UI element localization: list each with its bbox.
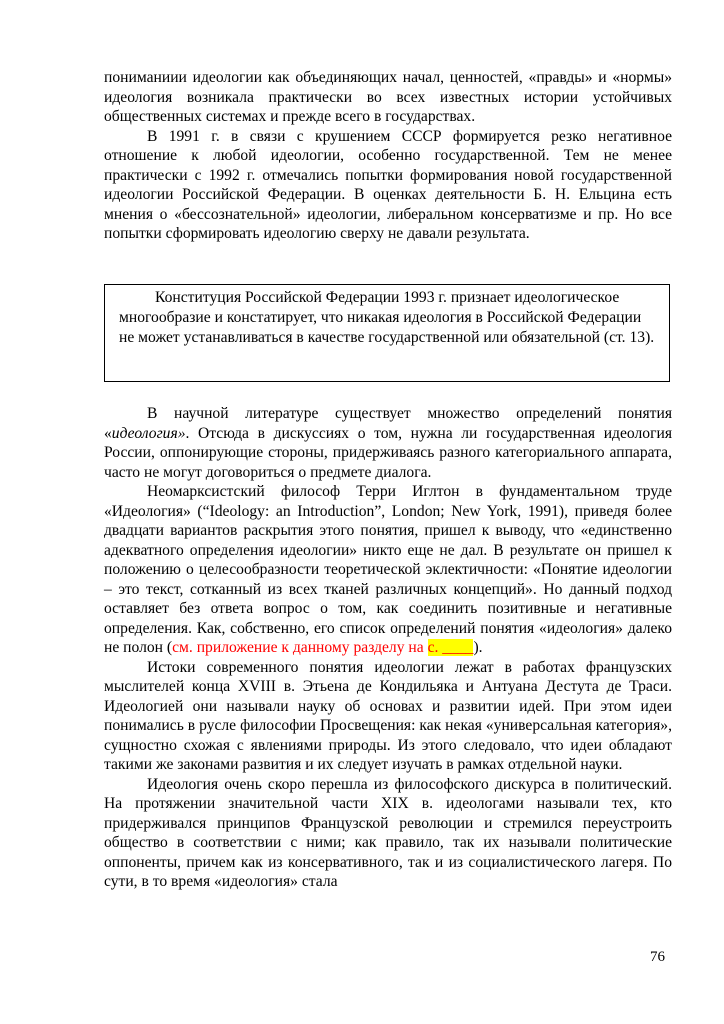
text-block-main	[104, 404, 672, 892]
ideology-term-italic: идеология»	[111, 424, 186, 442]
paragraph-1991: В 1991 г. в связи с крушением СССР формируется резко негативное отношение к любой идеологии, особенно государственной. Тем не менее практически с 1992 г. отмечались попытки формирования новой государственной идеологии Российской Федерации. В оценках деятельности Б. Н. Ельцина есть мнения о «бессознательной» идеологии, либеральном консерватизме и пр. Но все попытки сформировать идеологию сверху не давали результата.	[104, 127, 672, 242]
paragraph-continuation: пониманиии идеологии как объединяющих начал, ценностей, «правды» и «нормы» идеология возникала практически во всех известных истории устойчивых общественных системах и прежде всего в государствах.	[104, 69, 672, 125]
page-number: 76	[650, 949, 665, 965]
definitions-text-before: В научной литературе существует множество определений понятия «	[104, 405, 672, 442]
definitions-text-after: . Отсюда в дискуссиях о том, нужна ли государственная идеология России, оппонирующие стороны, придерживаясь разного категориального аппарата, часто не могут договориться о предмете диалога.	[104, 424, 672, 481]
paragraph-eagleton	[104, 482, 672, 658]
page-placeholder-highlight: с. ____	[427, 639, 474, 656]
paragraph-origins: Истоки современного понятия идеологии лежат в работах французских мыслителей конца XVIII в. Этьена де Кондильяка и Антуана Дестута де Траси. Идеологией они называли науку об основах и развитии идей. При этом идеи понимались в русле философии Просвещения: как некая «универсальная категория», сущностно схожая с явлениями природы. Из этого следовало, что идеи обладают такими же законами развития и их следует изучать в рамках отдельной науки.	[104, 658, 672, 773]
constitution-quote-text: Конституция Российской Федерации 1993 г. признает идеологическое многообразие и констатирует, что никакая идеология в Российской Федерации не может устанавливаться в качестве государственной или обязательной (ст. 13).	[119, 289, 655, 346]
constitution-quote-box	[104, 284, 670, 382]
paragraph-political: Идеология очень скоро перешла из философского дискурса в политический. На протяжении значительной части XIX в. идеологами называли тех, кто придерживался принципов Французской революции и стремился переустроить общество в соответствии с ними; как правило, так их называли политические оппоненты, причем как из консервативного, так и из социалистического лагеря. По сути, в то время «идеология» стала	[104, 775, 672, 890]
text-block-top	[104, 68, 672, 244]
closing-paren: ).	[473, 639, 483, 656]
eagleton-text: Неомарксистский философ Терри Иглтон в фундаментальном труде «Идеология» (“Ideology: an Introduction”, London; New York, 1991), приведя более двадцати вариантов раскрытия этого понятия, пришел к выводу, что «единственно адекватного определения идеологии» никто еще не дал. В результате он пришел к положению о целесообразности теоретической эклектичности: «Понятие идеологии – это текст, сотканный из всех тканей различных концепций». Но данный подход оставляет без ответа вопрос о том, как соединить позитивные и негативные определения. Как, собственно, его список определений понятия «идеология» далеко не полон (	[104, 483, 672, 656]
paragraph-definitions	[104, 404, 672, 482]
appendix-reference-note: см. приложение к данному разделу на	[172, 639, 428, 656]
